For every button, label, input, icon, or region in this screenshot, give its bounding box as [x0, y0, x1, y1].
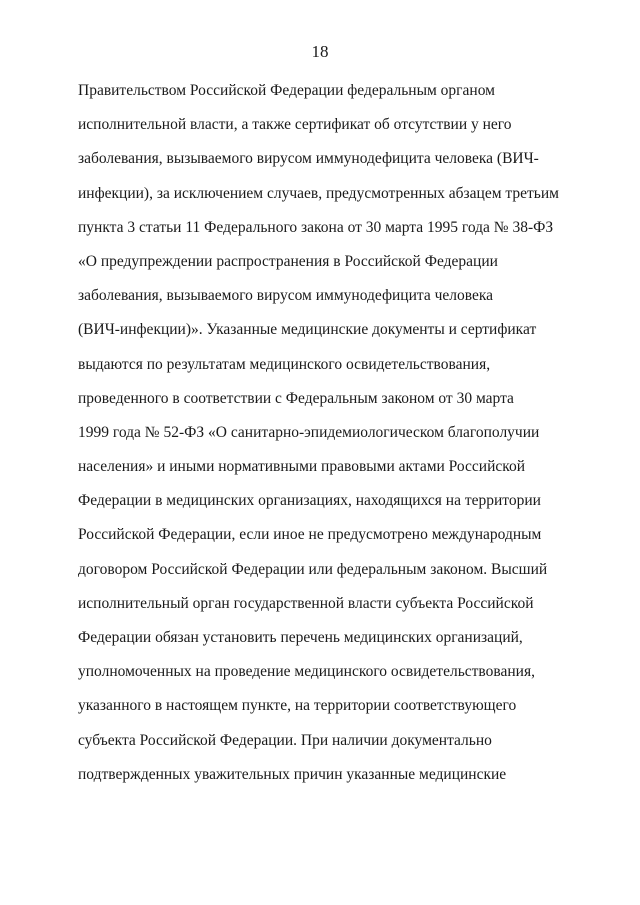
text-line: инфекции), за исключением случаев, предусмотренных абзацем третьим [78, 184, 559, 202]
text-line: Федерации в медицинских организациях, находящихся на территории [78, 492, 541, 510]
text-line: субъекта Российской Федерации. При наличии документально [78, 731, 492, 749]
text-line: заболевания, вызываемого вирусом иммунодефицита человека [78, 287, 494, 305]
text-line: пункта 3 статьи 11 Федерального закона от 30 марта 1995 года № 38-ФЗ [78, 218, 554, 236]
text-line: проведенного в соответствии с Федеральным законом от 30 марта [78, 389, 514, 407]
text-line: (ВИЧ-инфекции)». Указанные медицинские документы и сертификат [78, 321, 537, 339]
text-line: населения» и иными нормативными правовыми актами Российской [78, 458, 526, 476]
text-line: выдаются по результатам медицинского освидетельствования, [78, 355, 491, 373]
body-text [78, 80, 562, 798]
text-line: «О предупреждении распространения в Российской Федерации [78, 252, 498, 270]
text-line: указанного в настоящем пункте, на территории соответствующего [78, 697, 517, 715]
text-line: Федерации обязан установить перечень медицинских организаций, [78, 629, 523, 646]
text-line: заболевания, вызываемого вирусом иммунодефицита человека (ВИЧ- [78, 150, 539, 168]
text-line: 1999 года № 52-ФЗ «О санитарно-эпидемиологическом благополучии [78, 423, 540, 441]
text-line: исполнительной власти, а также сертификат об отсутствии у него [78, 116, 512, 134]
text-line: исполнительный орган государственной власти субъекта Российской [78, 594, 534, 612]
text-line: подтвержденных уважительных причин указанные медицинские [78, 765, 507, 783]
text-line: уполномоченных на проведение медицинского освидетельствования, [78, 663, 535, 681]
page-number: 18 [311, 42, 329, 61]
text-line: Правительством Российской Федерации федеральным органом [78, 82, 495, 99]
text-line: договором Российской Федерации или федеральным законом. Высший [78, 560, 548, 578]
text-line: Российской Федерации, если иное не предусмотрено международным [78, 526, 542, 544]
